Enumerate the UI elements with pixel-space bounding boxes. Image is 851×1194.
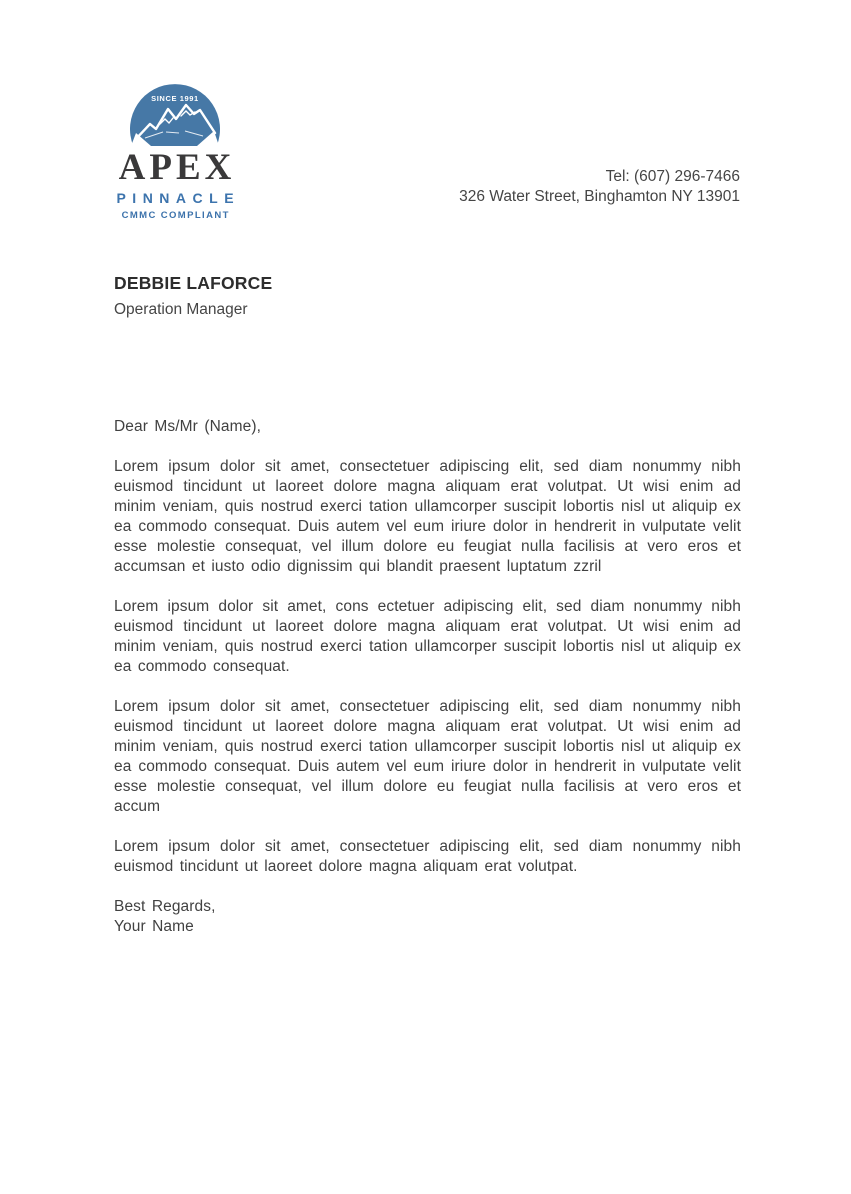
signature: Your Name	[114, 918, 194, 935]
logo-name: APEX	[118, 147, 236, 188]
salutation: Dear Ms/Mr (Name),	[114, 418, 262, 435]
recipient-block	[114, 273, 272, 320]
letter-paragraph: Lorem ipsum dolor sit amet, cons ectetuer adipiscing elit, sed diam nonummy nibh euismod tincidunt ut laoreet dolore magna aliquam erat volutpat. Ut wisi enim ad minim veniam, quis nostrud exerci tation ullamcorper suscipit lobortis nisl ut aliquip ex ea commodo consequat.	[114, 598, 741, 675]
letter-paragraph: Lorem ipsum dolor sit amet, consectetuer adipiscing elit, sed diam nonummy nibh euismod tincidunt ut laoreet dolore magna aliquam erat volutpat.	[114, 838, 741, 875]
logo-tagline: CMMC COMPLIANT	[121, 210, 230, 221]
recipient-name: DEBBIE LAFORCE	[114, 273, 273, 293]
closing: Best Regards,	[114, 898, 216, 915]
logo-subname: PINNACLE	[116, 190, 241, 206]
contact-address: 326 Water Street, Binghamton NY 13901	[459, 187, 740, 205]
letter-paragraph: Lorem ipsum dolor sit amet, consectetuer adipiscing elit, sed diam nonummy nibh euismod tincidunt ut laoreet dolore magna aliquam erat volutpat. Ut wisi enim ad minim veniam, quis nostrud exerci tation ullamcorper suscipit lobortis nisl ut aliquip ex ea commodo consequat. Duis autem vel eum iriure dolor in hendrerit in vulputate velit esse molestie consequat, vel illum dolore eu feugiat nulla facilisis at vero eros et accumsan et iusto odio dignissim qui blandit praesent luptatum zzril	[114, 458, 741, 575]
apex-logo	[112, 83, 241, 221]
letter-paragraph: Lorem ipsum dolor sit amet, consectetuer adipiscing elit, sed diam nonummy nibh euismod tincidunt ut laoreet dolore magna aliquam erat volutpat. Ut wisi enim ad minim veniam, quis nostrud exerci tation ullamcorper suscipit lobortis nisl ut aliquip ex ea commodo consequat. Duis autem vel eum iriure dolor in hendrerit in vulputate velit esse molestie consequat, vel illum dolore eu feugiat nulla facilisis at vero eros et accum	[114, 698, 741, 815]
logo-since-text: SINCE 1991	[151, 94, 199, 103]
recipient-title: Operation Manager	[114, 301, 248, 318]
contact-tel: Tel: (607) 296-7466	[605, 168, 740, 185]
mountain-logo-icon	[129, 83, 221, 146]
letter-body	[114, 417, 741, 937]
contact-block	[459, 167, 740, 206]
